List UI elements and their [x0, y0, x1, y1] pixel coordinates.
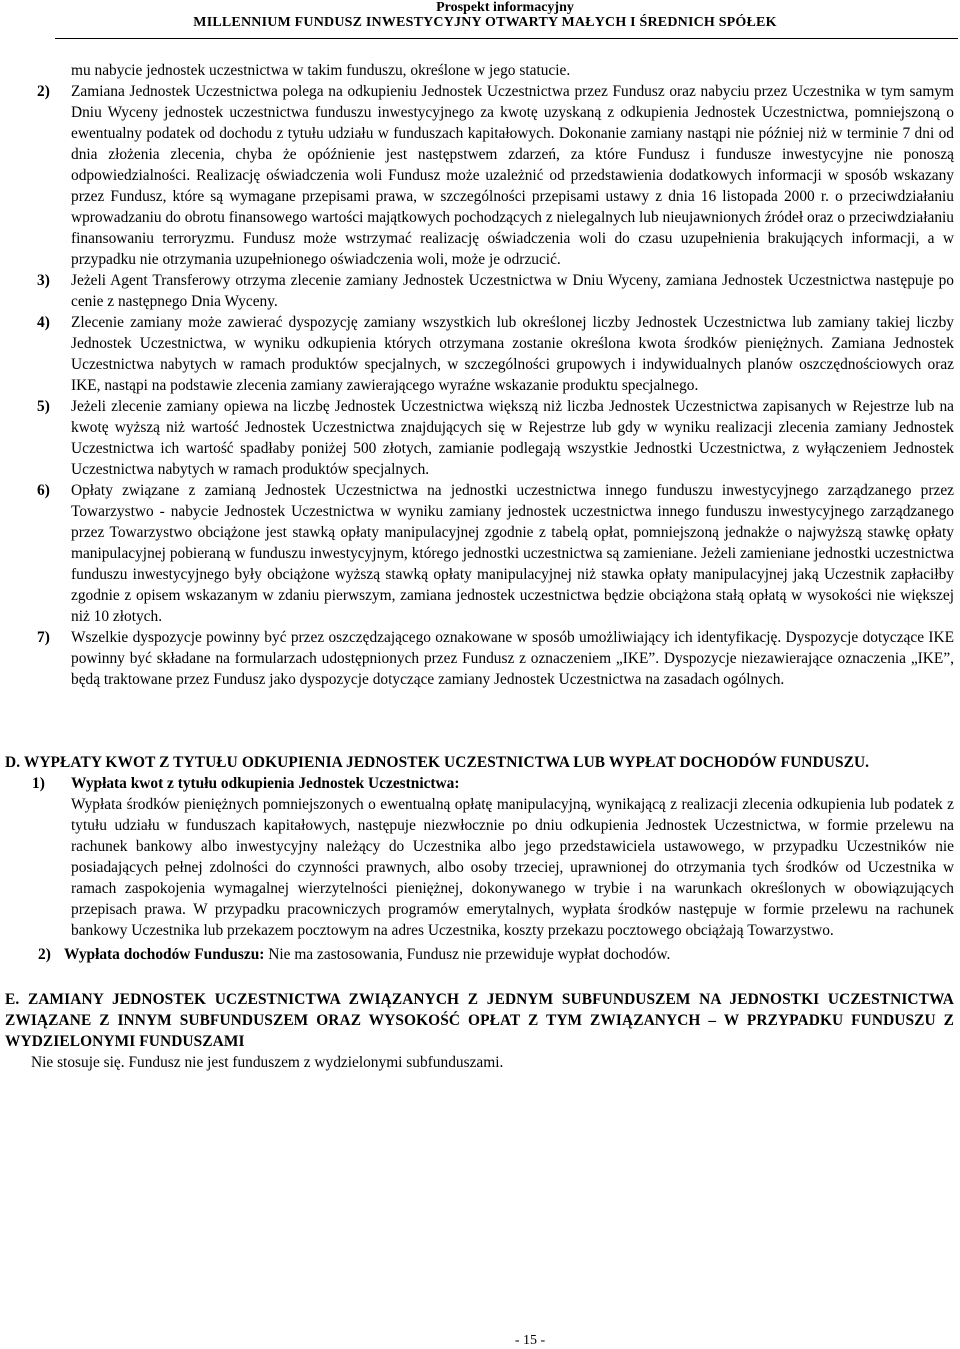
- section-e-heading: E. ZAMIANY JEDNOSTEK UCZESTNICTWA ZWIĄZANYCH Z JEDNYM SUBFUNDUSZEM NA JEDNOSTKI UCZESTNICTWA ZWIĄZANE Z INNYM SUBFUNDUSZEM ORAZ WYSOKOŚĆ OPŁAT Z TYM ZWIĄZANYCH – W PRZYPADKU FUNDUSZU Z WYDZIELONYMI FUNDUSZAMI: [5, 991, 954, 1050]
- list-item: [0, 312, 960, 396]
- sub-item: [0, 944, 960, 965]
- section-d-heading: D. WYPŁATY KWOT Z TYTUŁU ODKUPIENIA JEDNOSTEK UCZESTNICTWA LUB WYPŁAT DOCHODÓW FUNDUSZU.: [5, 754, 870, 771]
- section-spacer: [0, 965, 960, 989]
- list-item: [0, 480, 960, 627]
- item-number: 4): [37, 314, 50, 331]
- header-fund-name: MILLENNIUM FUNDUSZ INWESTYCYJNY OTWARTY MAŁYCH I ŚREDNICH SPÓŁEK: [193, 15, 777, 30]
- item-number: 5): [37, 398, 50, 415]
- item-number: 6): [37, 482, 50, 499]
- sub-item-title-text: Wypłata kwot z tytułu odkupienia Jednostek Uczestnictwa:: [71, 775, 460, 792]
- list-item: [0, 270, 960, 312]
- list-item: [0, 81, 960, 270]
- list-item: [0, 396, 960, 480]
- sub-item-number: 2): [38, 946, 51, 963]
- item-text: Jeżeli Agent Transferowy otrzyma zlecenie zamiany Jednostek Uczestnictwa w Dniu Wyceny, zamiana Jednostek Uczestnictwa następuje po cenie z następnego Dnia Wyceny.: [71, 272, 954, 310]
- page-content: [0, 60, 960, 1073]
- section-e-text: Nie stosuje się. Fundusz nie jest funduszem z wydzielonymi subfunduszami.: [31, 1054, 504, 1071]
- item-text: Opłaty związane z zamianą Jednostek Uczestnictwa na jednostki uczestnictwa innego funduszu inwestycyjnego zarządzanego przez Towarzystwo - nabycie Jednostek Uczestnictwa w wyniku zamiany jednostek uczestnictwa innego funduszu inwestycyjnego zarządzanego przez Towarzystwo obciążone jest stawką opłaty manipulacyjnej zgodnie z tabelą opłat, pomniejszoną jednakże o najwyższą stawkę opłaty manipulacyjnej pobieraną w funduszu inwestycyjnym, którego jednostki uczestnictwa są zamieniane. Jeżeli zamieniane jednostki uczestnictwa funduszu inwestycyjnego były obciążone wyższą stawką opłaty manipulacyjnej niż stawka opłaty manipulacyjnej jaką Uczestnik zapłaciłby zgodnie z opisem wskazanym w zdaniu pierwszym, zamiana jednostek uczestnictwa będzie obciążona stałą opłatą w wysokości nie większej niż 10 złotych.: [71, 482, 954, 625]
- item-number: 3): [37, 272, 50, 289]
- sub-item-text: Wypłata środków pieniężnych pomniejszonych o ewentualną opłatę manipulacyjną, wynikającą z realizacji zlecenia odkupienia lub podatek z tytułu udziału w funduszach kapitałowych, następuje niezwłocznie po dniu odkupienia Jednostek Uczestnictwa, w formie przelewu na rachunek bankowy albo inwestycyjny należący do Uczestnika albo jego przedstawiciela ustawowego, w przypadku Uczestników nie posiadających pełnej zdolności do czynności prawnych, albo osoby trzeciej, uprawnionej do otrzymania tych środków od Uczestnika w ramach zaspokojenia wymagalnej wierzytelności pieniężnej, dokonywanego w trybie i na warunkach określonych w obowiązujących przepisach prawa. W przypadku pracowniczych programów emerytalnych, wypłata środków następuje w formie przelewu na rachunek bankowy Uczestnika lub przekazem pocztowym na adres Uczestnika, koszty przekazu pocztowego obciążają Towarzystwo.: [71, 796, 954, 939]
- sub-item-text: Nie ma zastosowania, Fundusz nie przewiduje wypłat dochodów.: [264, 946, 671, 963]
- header-title: Prospekt informacyjny: [436, 0, 574, 15]
- page-number: - 15 -: [514, 1333, 546, 1348]
- page-header: [0, 0, 960, 31]
- section-spacer: [0, 690, 960, 752]
- intro-paragraph: mu nabycie jednostek uczestnictwa w takim funduszu, określone w jego statucie.: [71, 62, 571, 79]
- item-number: 2): [37, 83, 50, 100]
- item-text: Jeżeli zlecenie zamiany opiewa na liczbę Jednostek Uczestnictwa większą niż liczba Jednostek Uczestnictwa zapisanych w Rejestrze lub na kwotę wyższą niż wartość Jednostek Uczestnictwa znajdujących się w Rejestrze lub gdy w wyniku realizacji zlecenia zamiany Jednostek Uczestnictwa ich wartość spadłaby poniżej 500 złotych, zamianie podlegają wszystkie Jednostki Uczestnictwa, z wyłączeniem Jednostek Uczestnictwa nabytych w ramach produktów specjalnych.: [71, 398, 954, 478]
- list-item: [0, 627, 960, 690]
- header-rule: [55, 38, 958, 39]
- sub-item-title-text: Wypłata dochodów Funduszu:: [64, 946, 265, 963]
- item-text: Wszelkie dyspozycje powinny być przez oszczędzającego oznakowane w sposób umożliwiający ich identyfikację. Dyspozycje dotyczące IKE powinny być składane na formularzach udostępnionych przez Fundusz z oznaczeniem „IKE”. Dyspozycje niezawierające oznaczenia „IKE”, będą traktowane przez Fundusz jako dyspozycje dotyczące zamiany Jednostek Uczestnictwa na zasadach ogólnych.: [71, 629, 954, 688]
- item-text: Zlecenie zamiany może zawierać dyspozycję zamiany wszystkich lub określonej liczby Jednostek Uczestnictwa lub zamiany takiej liczby Jednostek Uczestnictwa, w wyniku odkupienia których otrzymana zostanie określona kwota środków pieniężnych. Zamiana Jednostek Uczestnictwa nabytych w ramach produktów specjalnych, w szczególności grupowych i indywidualnych planów oszczędnościowych oraz IKE, nastąpi na podstawie zlecenia zamiany zawierającego wyraźne wskazanie produktu specjalnego.: [71, 314, 954, 394]
- item-text: Zamiana Jednostek Uczestnictwa polega na odkupieniu Jednostek Uczestnictwa przez Fundusz oraz nabyciu przez Uczestnika w tym samym Dniu Wyceny jednostek uczestnictwa funduszu inwestycyjnego za kwotę uzyskaną z odkupienia Jednostek Uczestnictwa, pomniejszoną o ewentualny podatek od dochodu z tytułu udziału w funduszach kapitałowych. Dokonanie zamiany nastąpi nie później niż w terminie 7 dni od dnia złożenia zlecenia, chyba że opóźnienie jest następstwem zdarzeń, za które Fundusz i fundusze inwestycyjne nie ponoszą odpowiedzialności. Realizację oświadczenia woli Fundusz może uzależnić od przedstawienia dodatkowych informacji w sposób wskazany przez Fundusz, które są wymagane przepisami prawa, w szczególności przepisami ustawy z dnia 16 listopada 2000 r. o przeciwdziałaniu wprowadzaniu do obrotu finansowego wartości majątkowych pochodzących z nielegalnych lub nieujawnionych źródeł oraz o przeciwdziałaniu finansowaniu terroryzmu. Fundusz może wstrzymać realizację oświadczenia woli do czasu uzupełnienia brakujących informacji, a w przypadku nie otrzymania uzupełnionego oświadczenia woli, może je odrzucić.: [71, 83, 954, 268]
- sub-item-title: [71, 773, 954, 794]
- sub-item: [0, 773, 960, 941]
- sub-item-line: [64, 944, 960, 965]
- item-number: 7): [37, 629, 50, 646]
- sub-item-number: 1): [32, 775, 45, 792]
